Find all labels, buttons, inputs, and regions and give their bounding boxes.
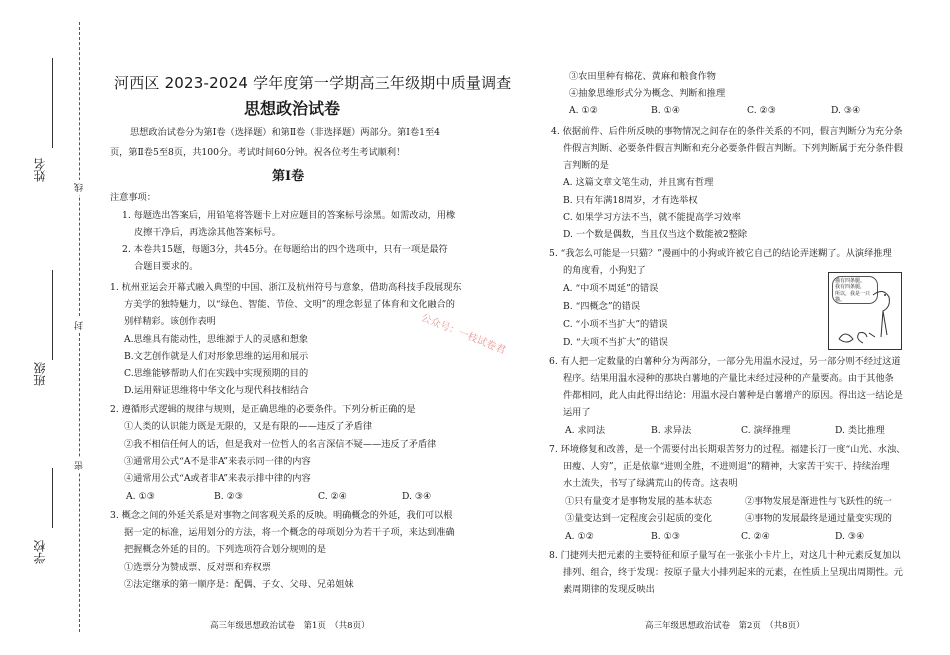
q2-item: ③通常用公式“A不是非A”来表示同一律的内容 — [124, 456, 311, 467]
q3-item: ③农田里种有棉花、黄麻和粮食作物 — [569, 71, 716, 82]
q1-line: 1. 杭州亚运会开幕式融入典型的中国、浙江及杭州符号与意象，借助高科技手段展现东 — [110, 282, 462, 293]
q1-option: D.运用辩证思维将中华文化与现代科技相结合 — [124, 385, 309, 396]
school-label: 学校 — [33, 540, 47, 564]
q5-line: 5. “我怎么可能是一只猫？”漫画中的小狗或许被它自己的结论弄迷糊了。从演绎推理 — [549, 248, 892, 259]
q7-item: ④事物的发展最终是通过量变实现的 — [745, 513, 892, 524]
subject-title: 思想政治试卷 — [244, 99, 341, 118]
q3-option: C. ②③ — [747, 105, 777, 116]
name-label: 姓名 — [33, 158, 47, 182]
q3-option: B. ①④ — [651, 105, 681, 116]
q2-item: ①人类的认识能力既是无限的，又是有限的——违反了矛盾律 — [124, 421, 373, 432]
intro-line: 页，第Ⅱ卷5至8页，共100分。考试时间60分钟。祝各位考生考试顺利！ — [110, 147, 406, 158]
q3-option: D. ③④ — [831, 105, 861, 116]
q6-option: B. 求异法 — [651, 425, 692, 436]
q7-option: A. ①② — [565, 531, 594, 542]
q3-option: A. ①② — [569, 105, 598, 116]
q8-line: 素周期律的发现反映出 — [563, 584, 655, 595]
q4-line: 言判断的是 — [563, 160, 609, 171]
q7-item: ③量变达到一定程度会引起质的变化 — [565, 513, 712, 524]
fold-char-feng: 封 — [76, 318, 85, 333]
q7-item: ②事物发展是渐进性与飞跃性的统一 — [745, 496, 892, 507]
q5-option: B. “四概念”的错误 — [563, 301, 641, 312]
q4-option: A. 这篇文章文笔生动，并且寓有哲理 — [563, 177, 714, 188]
q2-option: A. ①③ — [126, 491, 155, 502]
q7-item: ①只有量变才是事物发展的基本状态 — [565, 496, 712, 507]
q1-option: A.思维具有能动性，思维源于人的灵感和想象 — [124, 334, 309, 345]
bubble-text: 猫有四条腿。 — [835, 278, 866, 284]
q7-line: 田瘦、人穷”，正是依靠“进则全胜，不进则退”的精神，大家苦干实干、持续治理 — [563, 461, 890, 472]
q7-option: D. ③④ — [835, 531, 865, 542]
q6-line: 运用了 — [563, 407, 591, 418]
q4-option: C. 如果学习方法不当，就不能提高学习效率 — [563, 212, 741, 223]
q7-line: 水土流失，书写了绿满荒山的传奇。这表明 — [563, 478, 738, 489]
q2-option: D. ③④ — [402, 491, 432, 502]
exam-header-title: 河西区 2023-2024 学年度第一学期高三年级期中质量调查 — [114, 74, 512, 92]
intro-line: 思想政治试卷分为第Ⅰ卷（选择题）和第Ⅱ卷（非选择题）两部分。第Ⅰ卷1至4 — [130, 127, 441, 138]
q5-option: C. “小项不当扩大”的错误 — [563, 319, 668, 330]
class-underline — [52, 270, 53, 360]
q1-option: B.文艺创作就是人们对形象思维的运用和展示 — [124, 351, 309, 362]
page-footer: 高三年级思想政治试卷 第2页 （共8页） — [645, 621, 805, 631]
q7-option: C. ②④ — [741, 531, 771, 542]
q4-line: 4. 依据前件、后件所反映的事物情况之间存在的条件关系的不同，假言判断分为充分条 — [551, 126, 903, 137]
page-footer: 高三年级思想政治试卷 第1页 （共8页） — [210, 621, 370, 631]
q6-option: C. 演绎推理 — [741, 425, 791, 436]
q7-line: 7. 环境修复和改善，是一个需要付出长期艰苦努力的过程。福建长汀一度“山光、水浊、 — [549, 444, 906, 455]
q7-option: B. ①③ — [651, 531, 681, 542]
q2-line: 2. 遵循形式逻辑的规律与规则，是正确思维的必要条件。下列分析正确的是 — [110, 404, 416, 415]
note-line: 1. 每题选出答案后，用铅笔将答题卡上对应题目的答案标号涂黑。如需改动，用橡 — [122, 210, 456, 221]
notes-title: 注意事项： — [110, 192, 156, 203]
q5-option: A. “中项不周延”的错误 — [563, 283, 659, 294]
q3-item: ②法定继承的第一顺序是：配偶、子女、父母、兄弟姐妹 — [124, 579, 354, 590]
q8-line: 排列、组合，终于发现：按原子量大小排列起来的元素，在性质上呈现出周期性。元 — [563, 567, 903, 578]
q1-option: C.思维能够帮助人们在实践中实现预期的目的 — [124, 368, 309, 379]
q2-option: C. ②④ — [318, 491, 348, 502]
dog-cartoon — [828, 272, 902, 350]
q6-line: 程序。结果用温水浸种的那块白薯地的产量比未经过浸种的产量要高。由于其他条 — [563, 373, 894, 384]
fold-char-mi: 密 — [76, 458, 85, 473]
q6-line: 件都相同，此人由此得出结论：用温水浸白薯种是白薯增产的原因。得出这一结论是 — [563, 390, 903, 401]
q3-line: 3. 概念之间的外延关系是对事物之间客观关系的反映。明确概念的外延，我们可以根 — [110, 510, 453, 521]
q6-option: A. 求同法 — [565, 425, 606, 436]
q2-item: ②我不相信任何人的话，但是我对一位哲人的名言深信不疑——违反了矛盾律 — [124, 439, 437, 450]
q4-option: B. 只有年满18周岁，才有选举权 — [563, 195, 698, 206]
q4-line: 件假言判断、必要条件假言判断和充分必要条件假言判断。下列判断属于充分条件假 — [563, 143, 903, 154]
q4-option: D. 一个数是偶数，当且仅当这个数能被2整除 — [563, 229, 748, 240]
q5-option: D. “大项不当扩大”的错误 — [563, 337, 668, 348]
q1-line: 方美学的独特魅力，以“绿色、智能、节俭、文明”的理念彰显了体育和文化融合的 — [124, 299, 455, 310]
note-line: 合题目要求的。 — [134, 261, 199, 272]
class-label: 班级 — [33, 362, 47, 386]
bubble-text: 我有四条腿， — [835, 284, 866, 291]
part-title: 第Ⅰ卷 — [272, 169, 305, 184]
q3-item: ①选票分为赞成票、反对票和弃权票 — [124, 562, 271, 573]
q3-line: 据一定的标准，运用划分的方法，将一个概念的母项划分为若干子项，来达到准确 — [124, 527, 455, 538]
watermark: 公众号：一枝试卷君 — [419, 312, 507, 357]
bubble-text: 所以，我是一只猫。 — [835, 290, 871, 303]
note-line: 皮擦干净后，再选涂其他答案标号。 — [134, 227, 281, 238]
q2-option: B. ②③ — [214, 491, 244, 502]
dog-drawing — [829, 273, 901, 349]
q3-line: 把握概念外延的目的。下列选项符合划分规则的是 — [124, 544, 327, 555]
school-underline — [52, 468, 53, 528]
fold-char-xian: 线 — [76, 180, 85, 195]
q1-line: 别样精彩。该创作表明 — [124, 316, 216, 327]
note-line: 2. 本卷共15题，每题3分，共45分。在每题给出的四个选项中，只有一项是最符 — [122, 244, 448, 255]
name-underline — [52, 58, 53, 148]
binding-margin — [0, 0, 110, 655]
q2-item: ④通常用公式“A或者非A”来表示排中律的内容 — [124, 473, 311, 484]
q5-line: 的角度看，小狗犯了 — [563, 265, 646, 276]
q3-item: ④抽象思维形式分为概念、判断和推理 — [569, 88, 726, 99]
q6-option: D. 类比推理 — [835, 425, 885, 436]
q8-line: 8. 门捷列夫把元素的主要特征和原子量写在一张张小卡片上，对这几十种元素反复加以 — [549, 550, 901, 561]
q6-line: 6. 有人把一定数量的白薯种分为两部分，一部分先用温水浸过，另一部分则不经过这道 — [549, 356, 901, 367]
